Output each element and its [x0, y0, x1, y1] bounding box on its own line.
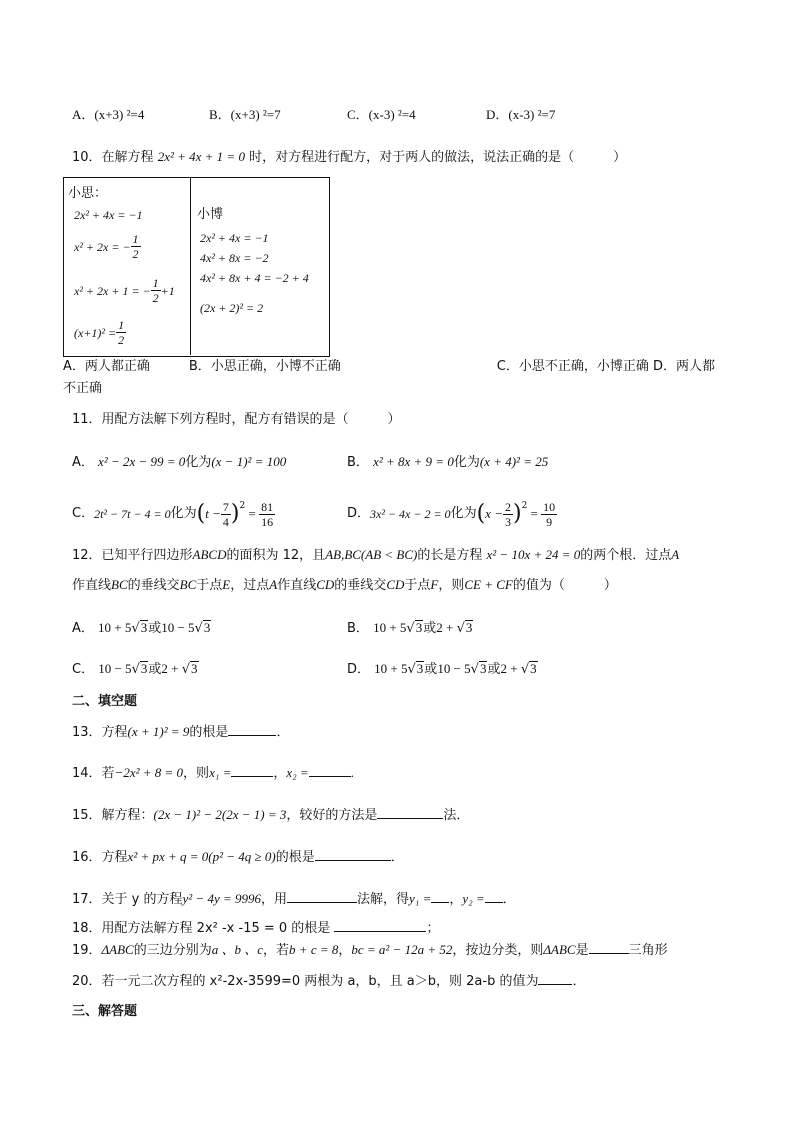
sqrt-icon: √: [456, 621, 465, 636]
frac-den: 9: [546, 514, 553, 529]
q10-left-step-2-frac: [131, 232, 141, 261]
q12-option-d: [347, 660, 538, 679]
sqrt-icon: √: [131, 621, 140, 636]
q9-option-d: D．(x-3) ²=7: [486, 107, 556, 122]
answer-blank[interactable]: [287, 889, 357, 903]
left-paren: (: [196, 501, 206, 526]
answer-blank[interactable]: [538, 971, 572, 985]
q15: [72, 805, 469, 825]
right-paren: ): [230, 501, 240, 526]
q10-right-step-2: 4x² + 8x = −2: [200, 251, 269, 265]
option-label: C．: [72, 662, 95, 677]
answer-blank[interactable]: [309, 763, 351, 777]
q18: [72, 918, 439, 938]
q10-left-step-3: [74, 276, 175, 305]
text: ，过点: [230, 578, 270, 593]
frac-num: 1: [118, 318, 125, 332]
q11-b-res: (x + 4)² = 25: [479, 454, 549, 469]
frac-num: 7: [222, 499, 229, 514]
text: 作直线: [72, 578, 112, 593]
q11-d-frac-1: [503, 500, 513, 529]
q10-right-step-1: 2x² + 4x = −1: [200, 231, 269, 245]
or: 或: [423, 621, 437, 636]
answer-blank[interactable]: [315, 847, 391, 861]
text: .: [350, 765, 354, 780]
q11-b-eq: x² + 8x + 9 = 0: [373, 454, 454, 469]
q10-left-step-4-frac: [116, 318, 126, 347]
text: 13．方程: [72, 725, 128, 740]
term: 10 − 5: [161, 620, 195, 635]
text: 20．若一元二次方程的 x²-2x-3599=0 两根为 a，b，且 a＞b，则 2a-b 的值为: [72, 974, 539, 989]
term: 2 +: [500, 661, 521, 676]
math: x² + px + q = 0(p² − 4q ≥ 0): [127, 849, 276, 864]
q10-options-line-1: A．两人都正确 B．小思正确，小博不正确 C．小思不正确，小博正确 D．两人都: [63, 359, 716, 374]
q11-c-frac-1: [221, 500, 231, 529]
sqrt-icon: √: [407, 662, 416, 677]
radicand: 3: [416, 661, 424, 676]
text: ，: [338, 943, 352, 958]
q9-option-b: B．(x+3) ²=7: [209, 107, 281, 122]
option-label: A．: [72, 455, 94, 470]
math: A: [269, 577, 278, 592]
or: 或: [148, 621, 162, 636]
text: ．: [276, 725, 290, 740]
text: 14．若: [72, 766, 115, 781]
math: ΔABC: [543, 942, 576, 957]
math: (2x − 1)² − 2(2x − 1) = 3: [153, 807, 287, 822]
text: 的根是: [275, 850, 315, 865]
text: 的两个根．过点: [580, 548, 672, 563]
term: 2 +: [436, 620, 457, 635]
math: y² − 4y = 9996: [182, 891, 261, 906]
text: 17．关于 y 的方程: [72, 892, 183, 907]
math: x₁ =: [209, 765, 232, 780]
answer-blank[interactable]: [485, 889, 503, 903]
math: y₂ =: [462, 891, 485, 906]
text: ．: [390, 850, 404, 865]
math: BC: [111, 577, 128, 592]
text: ，用: [261, 892, 288, 907]
text: 18．用配方法解方程 2x² -x -15 = 0 的根是: [72, 921, 331, 936]
sqrt-icon: √: [131, 662, 140, 677]
math: a 、b 、c: [211, 942, 264, 957]
q10-left-step-4: [74, 318, 126, 347]
term: 10 + 5: [98, 620, 132, 635]
equals-sign: =: [527, 506, 542, 521]
text: 19．: [72, 943, 102, 958]
term: 10 + 5: [373, 620, 407, 635]
answer-blank[interactable]: [377, 805, 443, 819]
q11-option-d: D． 3x² − 4x − 2 = 0 化为 ( x − $\frac{2}{3}$ ) 2 = $\frac{10}{9}$: [347, 499, 556, 529]
q12-line-1: [72, 546, 679, 565]
or: 或: [487, 662, 501, 677]
radicand: 3: [465, 620, 473, 635]
term: 10 − 5: [437, 661, 471, 676]
equals-sign: =: [245, 506, 260, 521]
q11-a-mid: 化为: [185, 455, 212, 470]
sqrt-icon: √: [406, 621, 415, 636]
frac-num: 2: [504, 499, 511, 514]
q9-option-c: C．(x-3) ²=4: [347, 107, 416, 122]
q19: [72, 940, 668, 960]
section-fill-in-heading: 二、填空题: [72, 694, 138, 709]
text: 于点: [404, 578, 431, 593]
sqrt-icon: √: [194, 621, 203, 636]
math: BC: [179, 577, 197, 592]
frac-num: 1: [132, 232, 139, 246]
term: 2 +: [161, 661, 182, 676]
q10-left-step-3-plus: +1: [160, 283, 175, 298]
frac-num: 10: [543, 499, 556, 514]
option-label: B．: [347, 621, 369, 636]
text: 16．方程: [72, 850, 128, 865]
answer-blank[interactable]: [231, 763, 273, 777]
right-paren: ): [512, 501, 522, 526]
math: bc = a² − 12a + 52: [351, 942, 453, 957]
q10-suffix: 时，对方程进行配方，对于两人的做法，说法正确的是（ ）: [249, 150, 627, 165]
q10-left-step-3-text: x² + 2x + 1 = −: [74, 283, 151, 298]
answer-blank[interactable]: [228, 722, 276, 736]
text: 12．已知平行四边形: [72, 548, 193, 563]
q11-stem: 11．用配方法解下列方程时，配方有错误的是（ ）: [72, 412, 401, 427]
math: ABCD: [192, 547, 227, 562]
text: 15．解方程：: [72, 808, 154, 823]
text: 三角形: [628, 943, 668, 958]
text: 的垂线交: [127, 578, 180, 593]
q11-c-t: t −: [205, 506, 221, 521]
math: y₁ =: [409, 891, 432, 906]
radicand: 3: [479, 661, 487, 676]
math: x² − 10x + 24 = 0: [486, 547, 581, 562]
math: x₂ =: [286, 765, 309, 780]
text: 作直线: [277, 578, 317, 593]
q11-c-eq: 2t² − 7t − 4 = 0: [94, 507, 171, 521]
q12-option-c: [72, 660, 199, 679]
q11-option-c: C． 2t² − 7t − 4 = 0 化为 ( t − $\frac{7}{4}$ ) 2 = $\frac{81}{16}$: [72, 499, 274, 529]
sqrt-icon: √: [520, 662, 530, 677]
sqrt-icon: √: [181, 662, 191, 677]
frac-den: 16: [261, 514, 274, 529]
radicand: 3: [140, 620, 148, 635]
q11-option-b: [347, 453, 548, 472]
q10-left-title: 小思：: [68, 186, 108, 201]
radicand: 3: [140, 661, 148, 676]
text: ，则: [438, 578, 465, 593]
q10-table-divider: [190, 177, 191, 355]
text: ，较好的方法是: [286, 808, 378, 823]
q14: [72, 763, 354, 783]
q20: [72, 971, 585, 991]
q10-left-step-2-text: x² + 2x = −: [74, 239, 131, 254]
frac-den: 2: [118, 333, 125, 347]
text: ，按边分类，则: [452, 943, 544, 958]
q10-equation: 2x² + 4x + 1 = 0: [157, 149, 245, 164]
term: 10 − 5: [98, 661, 132, 676]
text: 法解，得: [357, 892, 410, 907]
text: ．: [572, 974, 586, 989]
option-label: D．: [347, 506, 371, 521]
q10-options-line-2: 不正确: [63, 381, 103, 396]
or: 或: [424, 662, 438, 677]
q16: [72, 847, 404, 867]
q11-b-mid: 化为: [453, 455, 480, 470]
text: ，: [449, 892, 463, 907]
frac-den: 4: [222, 514, 229, 529]
text: 的垂线交: [334, 578, 387, 593]
q12-option-a: [72, 619, 211, 638]
option-label: D．: [347, 662, 371, 677]
q11-c-frac-2: [259, 500, 275, 529]
section-solve-heading: 三、解答题: [72, 1004, 138, 1019]
text: ，则: [183, 766, 210, 781]
text: 是: [575, 943, 589, 958]
radicand: 3: [203, 620, 211, 635]
q10-right-step-3: 4x² + 8x + 4 = −2 + 4: [200, 271, 309, 285]
q10-left-step-2: [74, 232, 141, 261]
text: ，: [273, 766, 287, 781]
math: −2x² + 8 = 0: [114, 765, 184, 780]
q9-option-a: A．(x+3) ²=4: [72, 107, 145, 122]
math: b + c = 8: [289, 942, 339, 957]
q10-left-step-4-text: (x+1)² =: [74, 325, 117, 340]
text: 的长是方程: [417, 548, 483, 563]
q11-d-x: x −: [485, 506, 503, 521]
math: CE + CF: [464, 577, 513, 592]
text: ；: [426, 921, 440, 936]
math: AB,BC(AB < BC): [325, 547, 418, 562]
math: ΔABC: [101, 942, 134, 957]
radicand: 3: [191, 661, 198, 676]
q10-left-step-1: 2x² + 4x = −1: [74, 208, 143, 222]
q12-option-b: [347, 619, 473, 638]
math: (x + 1)² = 9: [127, 724, 190, 739]
text: 的值为（ ）: [512, 578, 617, 593]
radicand: 3: [415, 620, 423, 635]
frac-den: 2: [132, 247, 139, 261]
text: 的面积为 12，且: [226, 548, 326, 563]
q11-c-mid: 化为: [170, 506, 197, 521]
q12-line-2: [72, 576, 617, 595]
text: 的三边分别为: [133, 943, 212, 958]
q11-a-res: (x − 1)² = 100: [211, 454, 287, 469]
answer-blank[interactable]: [431, 889, 449, 903]
q13: [72, 722, 289, 742]
left-paren: (: [476, 501, 486, 526]
frac-den: 3: [504, 514, 511, 529]
radicand: 3: [530, 661, 537, 676]
q11-a-eq: x² − 2x − 99 = 0: [98, 454, 186, 469]
text: ．: [502, 892, 516, 907]
text: 的根是: [189, 725, 229, 740]
q11-d-frac-2: [541, 500, 557, 529]
q11-d-mid: 化为: [450, 506, 477, 521]
text: ，若: [263, 943, 290, 958]
q11-option-a: [72, 453, 286, 472]
q10-prefix: 10．在解方程: [72, 150, 154, 165]
text: 于点: [196, 578, 223, 593]
math: F: [430, 577, 439, 592]
q10-left-step-3-frac: [151, 276, 161, 305]
q10-stem: [72, 148, 626, 167]
math: E: [222, 577, 231, 592]
answer-blank[interactable]: [334, 918, 426, 932]
text: 法．: [443, 808, 470, 823]
option-label: B．: [347, 455, 369, 470]
answer-blank[interactable]: [589, 940, 629, 954]
math: CD: [316, 577, 335, 592]
q17: [72, 889, 516, 909]
q10-right-title: 小博: [197, 207, 224, 222]
term: 10 + 5: [374, 661, 408, 676]
math: A: [671, 547, 680, 562]
option-label: A．: [72, 621, 94, 636]
sqrt-icon: √: [470, 662, 479, 677]
frac-num: 1: [152, 276, 159, 290]
frac-den: 2: [152, 291, 159, 305]
or: 或: [148, 662, 162, 677]
math: CD: [386, 577, 405, 592]
option-label: C．: [72, 506, 95, 521]
frac-num: 81: [261, 499, 274, 514]
q11-d-eq: 3x² − 4x − 2 = 0: [370, 507, 451, 521]
q10-right-step-4: (2x + 2)² = 2: [200, 301, 264, 315]
